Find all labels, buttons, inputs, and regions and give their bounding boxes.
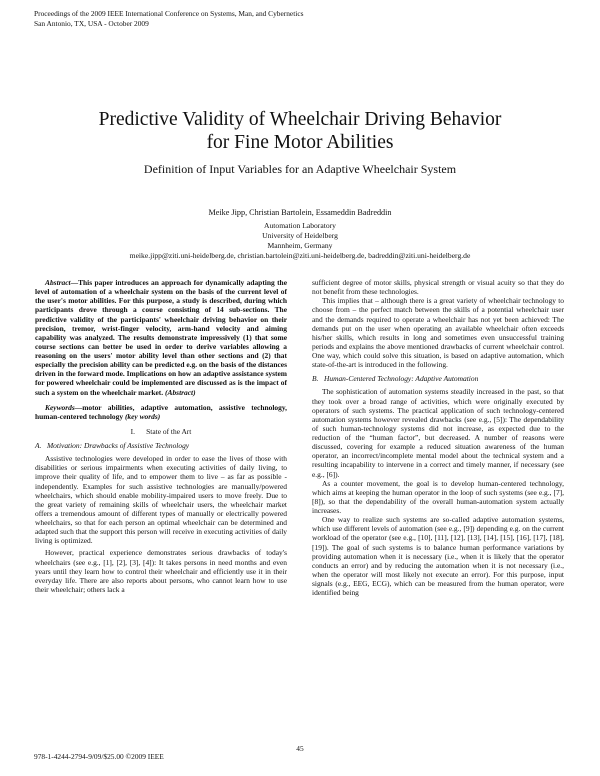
keywords-text: —motor abilities, adaptive automation, assistive technology, human-centered technology <box>35 402 287 421</box>
paper-title <box>0 108 600 154</box>
keywords-paragraph <box>35 403 287 421</box>
title-line-2: for Fine Motor Abilities <box>206 132 394 153</box>
subsection-heading-b: B. Human-Centered Technology: Adaptive Automation <box>312 374 479 384</box>
affiliation-university: University of Heidelberg <box>262 231 338 241</box>
abstract-tag: (Abstract) <box>165 387 196 397</box>
affiliation-block <box>0 221 600 261</box>
body-paragraph: Assistive technologies were developed in order to ease the lives of those with disabilities or serious impairments when executing activities of daily living, to improve their quality of life, and to empower them to live – as far as possible - independently. Examples for such assistive technologies are manually/powered wheelchairs, which should enable mobility-impaired users to move freely. Due to the great variety of remaining skills of wheelchair users, the wheelchair market offers a tremendous amount of different types of manually or electrically powered wheelchairs, so that for each person an optimal wheelchair can be determined and adapted such that the support this person will receive in executing activities of daily living is optimized. <box>35 454 287 546</box>
proceedings-header <box>34 9 303 28</box>
title-line-1: Predictive Validity of Wheelchair Driving Behavior <box>98 109 502 130</box>
paper-subtitle: Definition of Input Variables for an Adaptive Wheelchair System <box>143 162 457 176</box>
header-line-2: San Antonio, TX, USA - October 2009 <box>34 18 149 28</box>
affiliation-emails: meike.jipp@ziti.uni-heidelberg.de, christian.bartolein@ziti.uni-heidelberg.de, badreddin@ziti.uni-heidelberg.de <box>129 251 471 261</box>
left-column <box>35 278 287 594</box>
abstract-paragraph <box>35 278 287 397</box>
body-paragraph: sufficient degree of motor skills, physical strength or visual acuity so that they do not benefit from these technologies. <box>312 278 564 297</box>
body-paragraph: However, practical experience demonstrates serious drawbacks of today's wheelchairs (see e.g., [1], [2], [3], [4]): It takes persons in need months and even years until they learn how to control their wheelchair and efficiently use it in their everyday life. There are also reports about persons, who cannot learn how to use their wheelchair; others lack a <box>35 548 287 594</box>
section-heading-1: I. State of the Art <box>130 426 192 436</box>
abstract-text: —This paper introduces an approach for dynamically adapting the level of automation of a wheelchair system on the basis of the current level of the user's motor abilities. For this purpose, a study is described, during which participants drove through a course consisting of 14 sub-sections. The predictive validity of the participants' wheelchair driving behavior on their precision, tremor, wrist-finger velocity, arm-hand velocity and aiming capability was analyzed. The results demonstrate impressively (1) that some course sections can better be used in order to derive variables allowing a reasoning on the users' motor ability level than other sections and (2) that especially the precision ability can be predicted e.g. on the basis of the distances driven in the forward mode. Implications on how an adaptive assistance system for powered wheelchair could be implemented are discussed as is the impact of such a system on the wheelchair market. <box>35 278 287 397</box>
abstract-label: Abstract <box>45 278 71 287</box>
body-paragraph: This implies that – although there is a great variety of wheelchair technology to choose from – the perfect match between the skills of a potential wheelchair user and the demands required to operate a wheelchair has not yet been achieved: The demands put on the user when operating an available wheelchair often exceeds his/her skills, which results in long and sometimes even unsuccessful training periods and explains the above mentioned drawbacks of current wheelchair control. One way, which could solve this situation, is based on adaptive automation, which state-of-the-art is introduced in the following. <box>312 296 564 370</box>
body-paragraph: The sophistication of automation systems steadily increased in the past, so that they took over a broad range of activities, which were originally executed by operators of such systems. The practical application of such technology-centered automation systems however revealed drawbacks (see e.g., [5]): The dependability of such human-technology systems did not increase, as expected due to the reduction of the “human factor”, but decreased. A number of reasons were discussed, covering for example a reduced situation awareness of the human operator, an incorrect/incomplete mental model about the technical system and a resulting incapability to intervene in a correct and timely manner, if necessary (see e.g., [6]). <box>312 387 564 479</box>
body-paragraph: One way to realize such systems are so-called adaptive automation systems, which use different levels of automation (see e.g., [9]) depending e.g. on the current workload of the operator (see e.g., [10], [11], [12], [13], [14], [15], [16], [17], [18], [19]). The goal of such systems is to balance human performance variations by providing automation when it is necessary (i.e., when it is likely that the operator conducts an error) and by reducing the automation when it is not necessary (i.e., when the operator will most likely not execute an error). For this purpose, input signals (e.g., EEG, ECG), which can be measured from the human operator, were identified being <box>312 515 564 598</box>
subsection-heading-a: A. Motivation: Drawbacks of Assistive Technology <box>35 441 190 450</box>
affiliation-lab: Automation Laboratory <box>264 221 336 230</box>
body-paragraph: As a counter movement, the goal is to develop human-centered technology, which aims at keeping the human operator in the loop of such systems (see e.g., [7], [8]), so that the dependability of the overall human-automation system actually increases. <box>312 478 564 515</box>
affiliation-city: Mannheim, Germany <box>267 241 333 251</box>
keywords-tag: (key words) <box>124 411 161 421</box>
header-line-1: Proceedings of the 2009 IEEE International Conference on Systems, Man, and Cybernetics <box>34 9 304 18</box>
keywords-label: Keywords <box>45 402 75 412</box>
page-number: 45 <box>296 744 304 753</box>
copyright-footer: 978-1-4244-2794-9/09/$25.00 ©2009 IEEE <box>34 752 164 761</box>
right-column <box>312 278 564 597</box>
author-list: Meike Jipp, Christian Bartolein, Essameddin Badreddin <box>208 208 392 217</box>
